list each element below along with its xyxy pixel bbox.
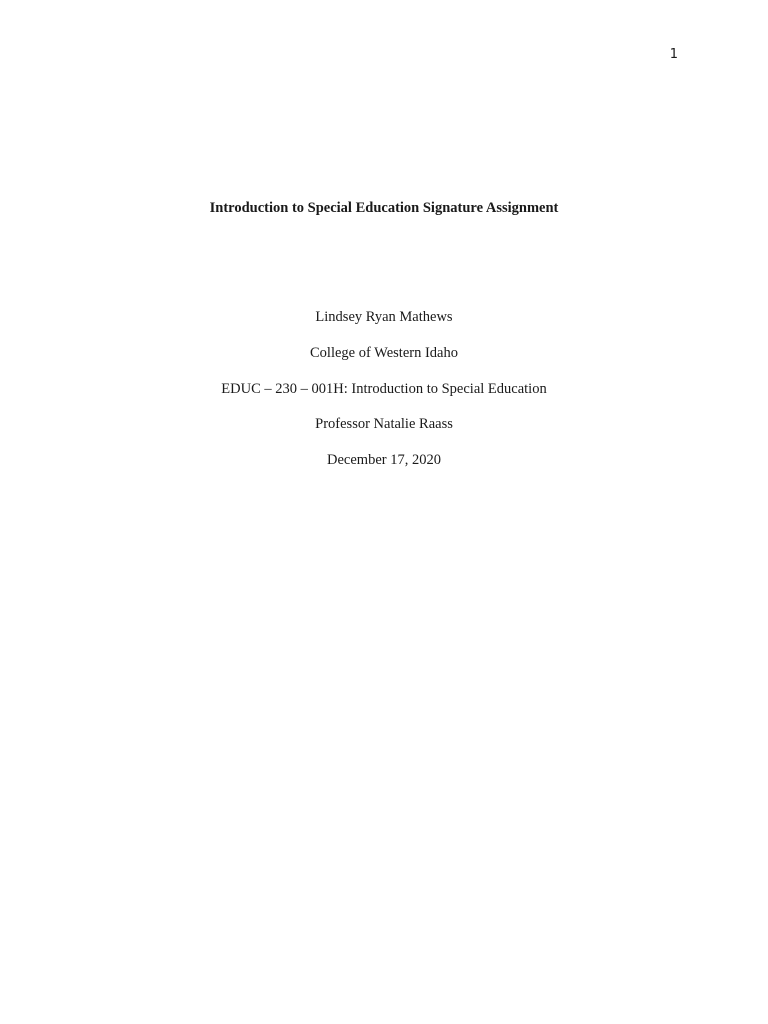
page-number: 1 <box>669 47 678 62</box>
title-page-info <box>0 307 768 486</box>
course-name: EDUC – 230 – 001H: Introduction to Special Education <box>221 380 547 397</box>
author-name: Lindsey Ryan Mathews <box>315 309 453 325</box>
due-date: December 17, 2020 <box>327 452 441 469</box>
paper-title: Introduction to Special Education Signature Assignment <box>209 200 559 216</box>
institution-name: College of Western Idaho <box>310 344 458 361</box>
instructor-name: Professor Natalie Raass <box>315 416 453 433</box>
